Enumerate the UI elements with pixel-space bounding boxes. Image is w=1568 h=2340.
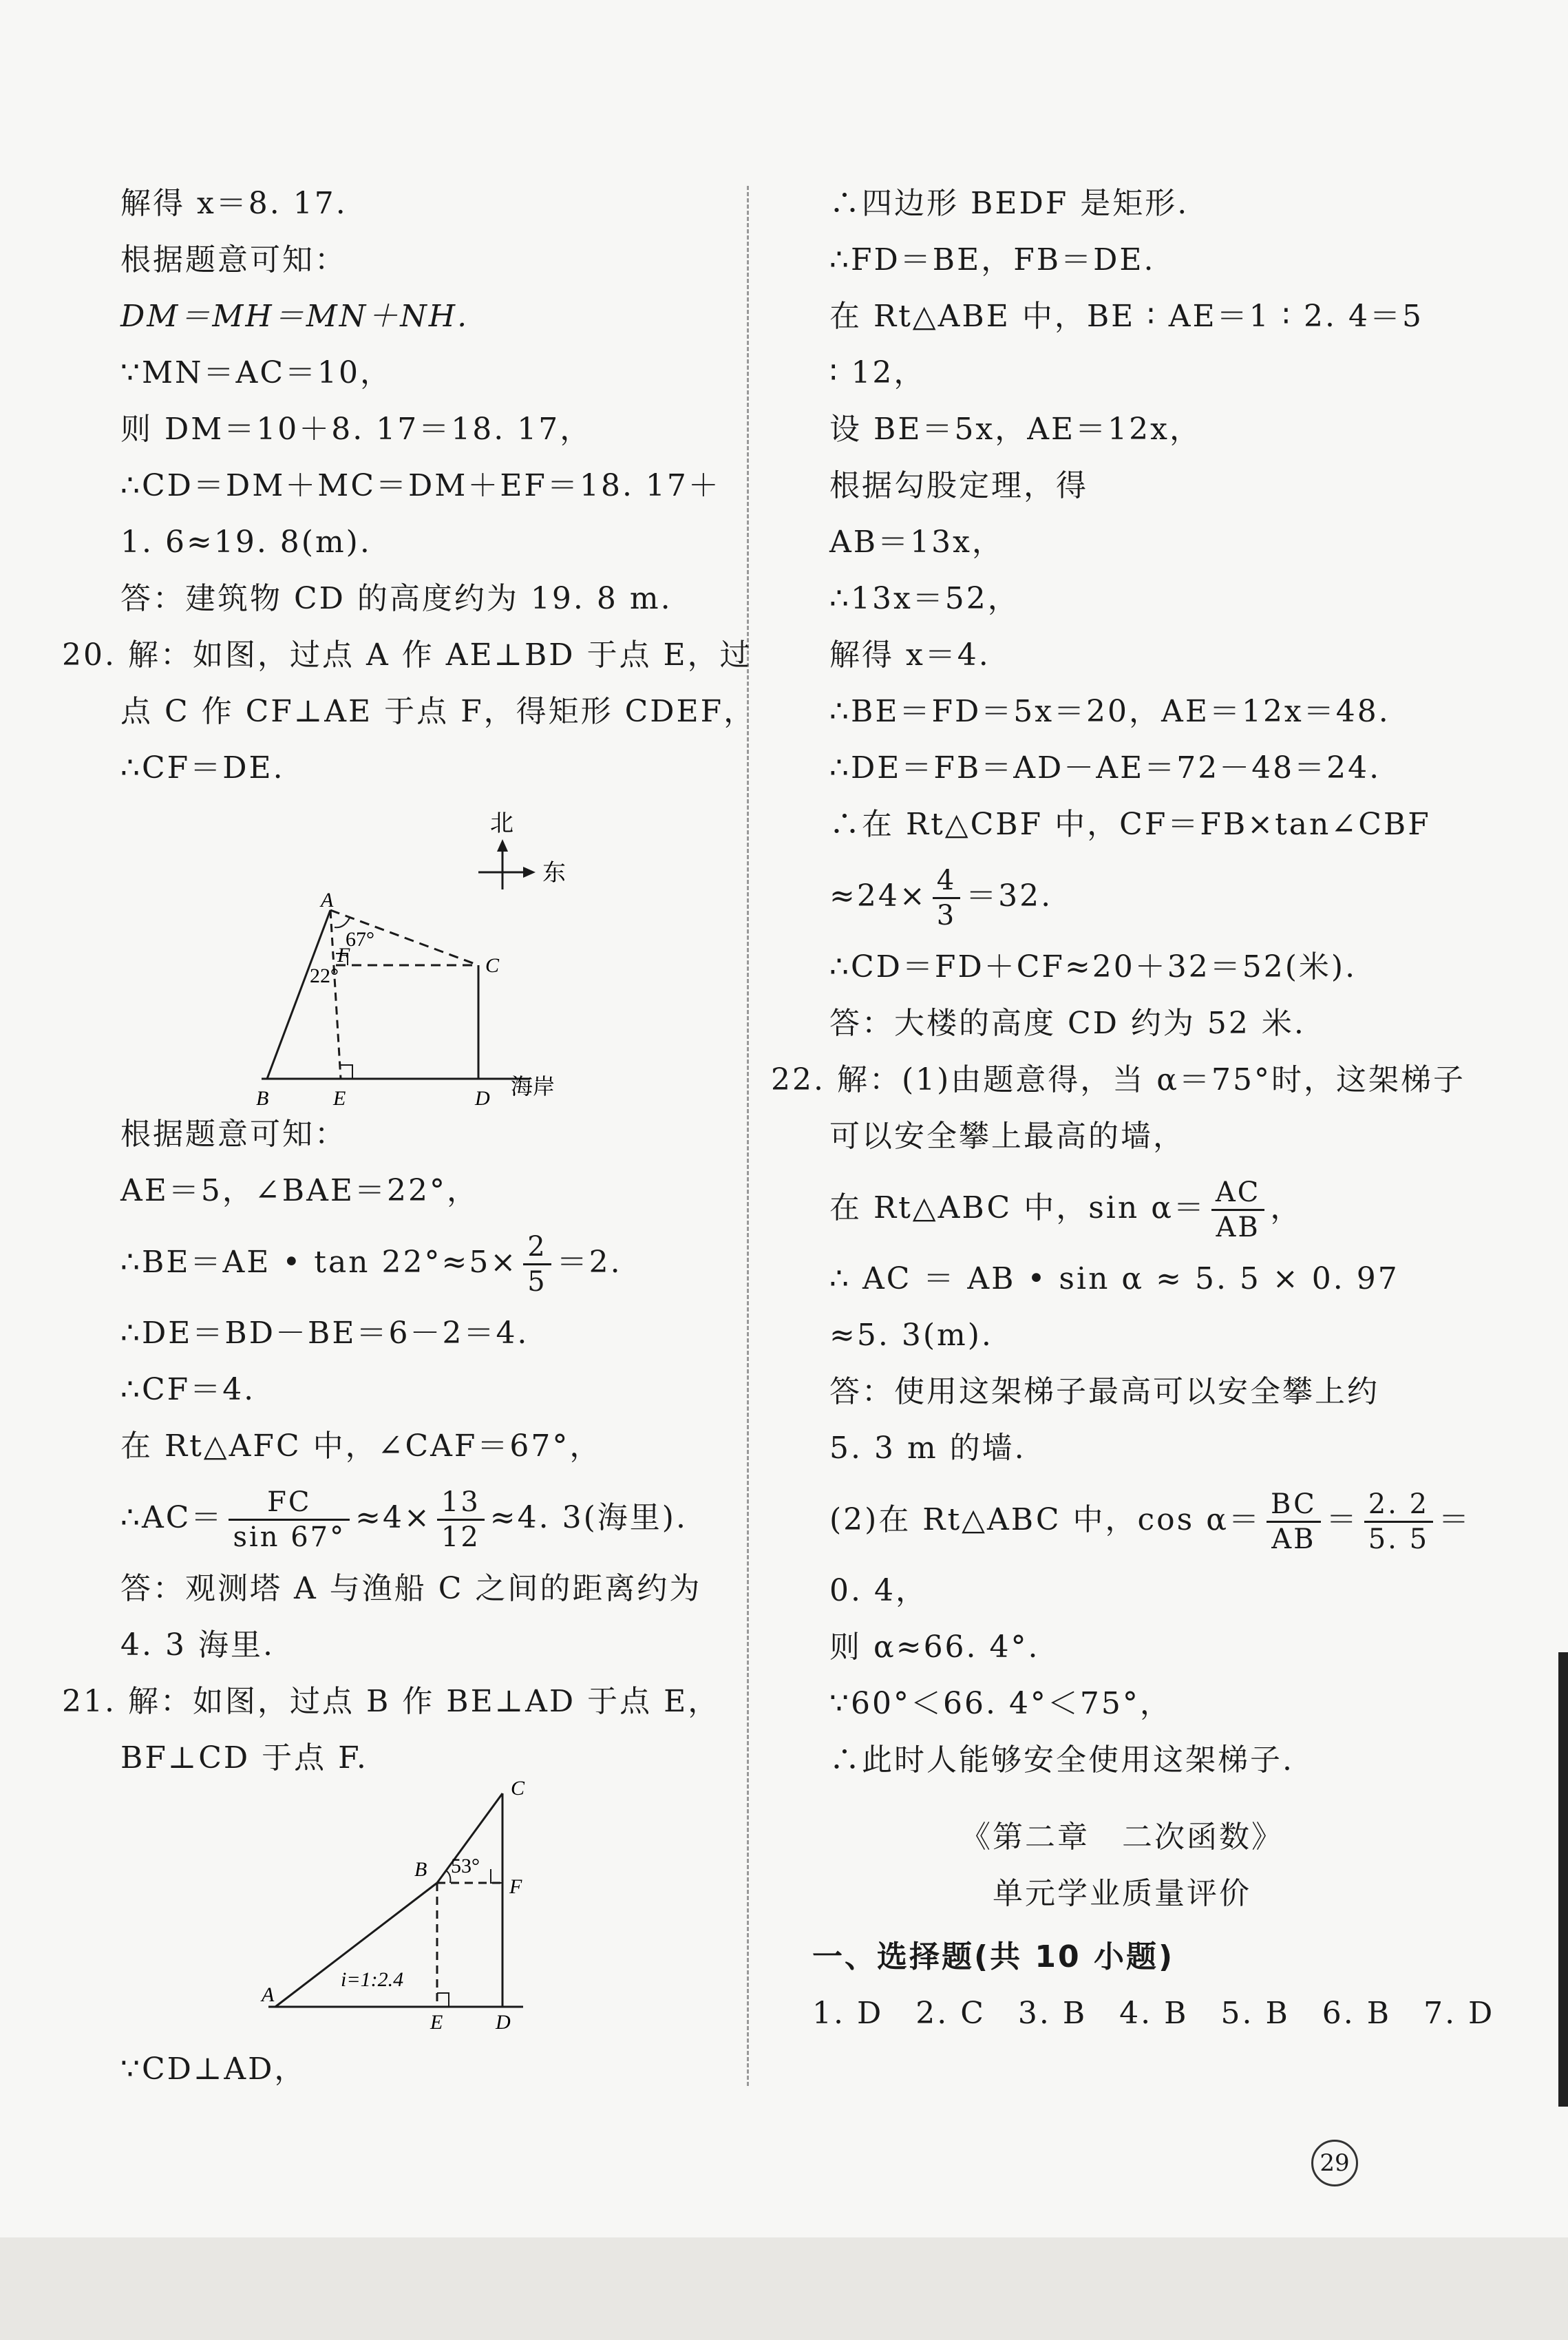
angle-67: 67° — [346, 928, 374, 951]
text-line: ∴此时人能够安全使用这架梯子. — [829, 1742, 1294, 1778]
text-line: 在 Rt△ABC 中，sin α＝ $\frac{AC}{AB}$ ， — [829, 1177, 1303, 1243]
text-line: 0. 4， — [829, 1573, 928, 1608]
text-line: 答：建筑物 CD 的高度约为 19. 8 m. — [120, 581, 672, 616]
text-line: ∴CD＝DM＋MC＝DM＋EF＝18. 17＋ — [120, 468, 721, 503]
angle-53: 53° — [451, 1855, 480, 1877]
point-B: B — [414, 1858, 427, 1881]
east-label: 东 — [542, 861, 566, 886]
text-line: 在 Rt△ABE 中，BE ∶ AE＝1 ∶ 2. 4＝5 — [829, 299, 1423, 334]
text-line: (2)在 Rt△ABC 中，cos α＝ $\frac{BC}{AB}$ ＝ $\frac{2. 2}{5. 5}$ ＝ — [829, 1488, 1472, 1555]
chapter-subtitle: 单元学业质量评价 — [993, 1876, 1251, 1911]
right-column — [771, 176, 1495, 2042]
figure-problem-21 — [103, 1777, 723, 2041]
text-line: ≈5. 3(m). — [829, 1318, 993, 1353]
fraction: $\frac{2. 2}{5. 5}$ — [1364, 1488, 1433, 1556]
text-line: BF⊥CD 于点 F. — [120, 1740, 368, 1775]
text-line: 根据勾股定理，得 — [829, 468, 1088, 503]
fraction: $\frac{BC}{AB}$ — [1267, 1488, 1321, 1556]
text-line: ∴CF＝DE. — [120, 750, 285, 786]
point-B: B — [256, 1087, 269, 1110]
fraction: $\frac{FC}{\sin 67^\circ}$ — [229, 1486, 350, 1554]
text-line: 5. 3 m 的墙. — [829, 1431, 1026, 1466]
fraction: $\frac{2}{5}$ — [523, 1230, 551, 1298]
point-D: D — [496, 2011, 511, 2034]
text-line: ∴AC＝ $\frac{FC}{\sin 67^\circ}$ ≈4× $\frac{13}{12}$ ≈4. 3(海里). — [120, 1486, 688, 1553]
text-line: 则 α≈66. 4°. — [829, 1630, 1040, 1665]
text-line: 根据题意可知： — [120, 1117, 347, 1152]
text-line: 则 DM＝10＋8. 17＝18. 17， — [120, 412, 593, 447]
text-line: 解得 x＝8. 17. — [120, 186, 348, 221]
text-line: ∵CD⊥AD， — [120, 2052, 307, 2087]
north-label: 北 — [490, 811, 513, 836]
text-line: 解得 x＝4. — [829, 637, 990, 673]
fraction: $\frac{AC}{AB}$ — [1211, 1176, 1265, 1244]
page-bottom-shade — [0, 2237, 1568, 2340]
text-line: ∴ AC ＝ AB • sin α ≈ 5. 5 × 0. 97 — [829, 1261, 1399, 1296]
text-line: ∴13x＝52， — [829, 581, 1020, 616]
point-C: C — [511, 1777, 525, 1800]
left-column — [62, 176, 756, 2098]
text-line: 可以安全攀上最高的墙， — [829, 1119, 1185, 1154]
angle-22: 22° — [310, 965, 339, 987]
column-divider — [747, 186, 749, 2086]
text-line: 答：大楼的高度 CD 约为 52 米. — [829, 1006, 1306, 1041]
text-line: 点 C 作 CF⊥AE 于点 F，得矩形 CDEF， — [120, 694, 756, 729]
text-line: ∴在 Rt△CBF 中，CF＝FB×tan∠CBF — [829, 807, 1431, 842]
text-line: ∴BE＝AE • tan 22°≈5× $\frac{2}{5}$ ＝2. — [120, 1231, 622, 1298]
point-F: F — [509, 1875, 522, 1898]
text-line: DM＝MH＝MN＋NH. — [120, 299, 469, 334]
text-line: ∵60°＜66. 4°＜75°， — [829, 1686, 1172, 1721]
page-number: 29 — [1311, 2140, 1358, 2186]
text-line: ∴CF＝4. — [120, 1372, 256, 1407]
point-A: A — [262, 1983, 275, 2006]
problem-22-heading: 22. 解：(1)由题意得，当 α＝75°时，这架梯子 — [771, 1062, 1465, 1097]
problem-20-heading: 20. 解：如图，过点 A 作 AE⊥BD 于点 E，过 — [62, 637, 752, 673]
text-line: AB＝13x， — [829, 525, 1004, 560]
text-line: 答：观测塔 A 与渔船 C 之间的距离约为 — [120, 1571, 702, 1606]
point-E: E — [430, 2011, 443, 2034]
text-line: ∴四边形 BEDF 是矩形. — [829, 186, 1189, 221]
section-heading: 一、选择题(共 10 小题) — [812, 1939, 1175, 1974]
point-C: C — [485, 954, 500, 977]
text-line: ∴FD＝BE，FB＝DE. — [829, 242, 1156, 277]
text-line: ∶ 12， — [829, 355, 926, 390]
text-line: ∴BE＝FD＝5x＝20，AE＝12x＝48. — [829, 694, 1390, 729]
text-line: ∴DE＝FB＝AD－AE＝72－48＝24. — [829, 750, 1381, 786]
fraction: $\frac{4}{3}$ — [933, 864, 960, 932]
slope-label: i=1:2.4 — [341, 1968, 404, 1991]
point-D: D — [475, 1087, 490, 1110]
text-line: 在 Rt△AFC 中，∠CAF＝67°， — [120, 1429, 602, 1464]
text-line: 设 BE＝5x，AE＝12x， — [829, 412, 1202, 447]
text-line: 1. 6≈19. 8(m). — [120, 525, 372, 560]
fraction: $\frac{13}{12}$ — [437, 1486, 485, 1554]
problem-21-heading: 21. 解：如图，过点 B 作 BE⊥AD 于点 E， — [62, 1684, 721, 1719]
text-line: AE＝5，∠BAE＝22°， — [120, 1173, 479, 1208]
point-F: F — [337, 944, 350, 967]
binding-edge — [1558, 1652, 1568, 2107]
text-line: ≈24× $\frac{4}{3}$ ＝32. — [829, 865, 1053, 931]
point-A: A — [321, 889, 334, 911]
figure-problem-20 — [103, 797, 723, 1110]
answer-key: 1. D 2. C 3. B 4. B 5. B 6. B 7. D — [812, 1996, 1495, 2031]
text-line: ∴CD＝FD＋CF≈20＋32＝52(米). — [829, 949, 1357, 984]
text-line: 4. 3 海里. — [120, 1627, 275, 1663]
text-line: ∴DE＝BD－BE＝6－2＝4. — [120, 1316, 529, 1351]
point-E: E — [333, 1087, 346, 1110]
chapter-title: 《第二章 二次函数》 — [960, 1820, 1284, 1855]
coast-label: 海岸 — [511, 1074, 555, 1099]
text-line: 根据题意可知： — [120, 242, 347, 277]
text-line: ∵MN＝AC＝10， — [120, 355, 392, 390]
text-line: 答：使用这架梯子最高可以安全攀上约 — [829, 1374, 1379, 1409]
